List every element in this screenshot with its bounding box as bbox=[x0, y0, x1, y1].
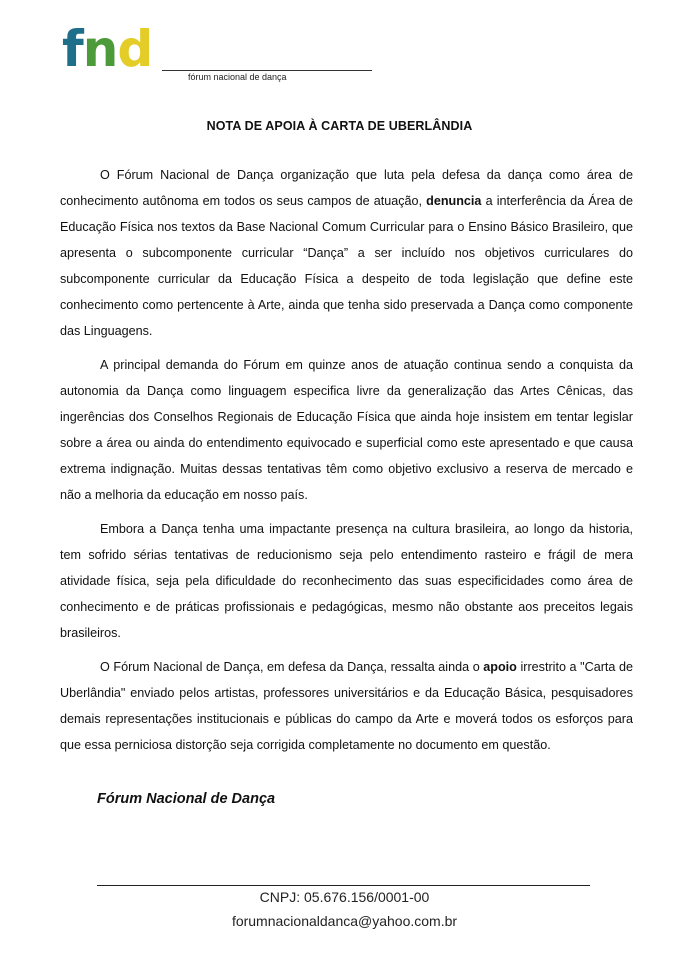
document-title: NOTA DE APOIA À CARTA DE UBERLÂNDIA bbox=[206, 119, 473, 133]
paragraph-1-text-start: O Fórum Nacional de Dança organização que luta pela defesa da dança como área de conhecimento autônoma em todos os seus campos de atuação, bbox=[60, 168, 633, 208]
document-body bbox=[60, 162, 633, 766]
logo-letter-f: f bbox=[62, 20, 83, 78]
paragraph-4 bbox=[60, 654, 633, 758]
logo-letter-n: n bbox=[82, 20, 118, 78]
paragraph-2: A principal demanda do Fórum em quinze anos de atuação continua sendo a conquista da autonomia da Dança como linguagem especifica livre da generalização das Artes Cênicas, das ingerências dos Conselhos Regionais de Educação Física que ainda hoje insistem em tentar legislar sobre a área ou ainda do entendimento equivocado e superficial como este apresentado e que causa extrema indignação. Muitas dessas tentativas têm como objetivo exclusivo a reserva de mercado e não a melhoria da educação em nosso país. bbox=[60, 358, 633, 502]
paragraph-1-text-end: a interferência da Área de Educação Física nos textos da Base Nacional Comum Curricular para o Ensino Básico Brasileiro, que apresenta o subcomponente curricular “Dança” a ser incluído nos objetivos curriculares do subcomponente curricular da Educação Física a despeito de toda legislação que define este conhecimento como pertencente à Arte, ainda que tenha sido preservada a Dança como componente das Linguagens. bbox=[60, 194, 633, 338]
fnd-logo bbox=[62, 20, 287, 82]
footer-cnpj: CNPJ: 05.676.156/0001-00 bbox=[259, 889, 430, 905]
signature: Fórum Nacional de Dança bbox=[97, 791, 276, 807]
footer-divider bbox=[97, 885, 590, 886]
paragraph-1-bold-word: denuncia bbox=[426, 194, 482, 208]
paragraph-4-bold-word: apoio bbox=[483, 660, 517, 674]
logo-letter-d: d bbox=[117, 20, 153, 78]
paragraph-4-text-start: O Fórum Nacional de Dança, em defesa da Dança, ressalta ainda o bbox=[100, 660, 484, 674]
logo-underline bbox=[162, 70, 372, 71]
paragraph-3: Embora a Dança tenha uma impactante presença na cultura brasileira, ao longo da historia, tem sofrido sérias tentativas de reducionismo seja pelo entendimento rasteiro e frágil de mera atividade física, seja pela dificuldade do reconhecimento das suas especificidades como área de conhecimento e de práticas profissionais e pedagógicas, mesmo não obstante aos preceitos legais brasileiros. bbox=[60, 522, 633, 640]
logo-subtitle: fórum nacional de dança bbox=[188, 72, 287, 82]
logo-letters bbox=[62, 20, 153, 78]
footer-email: forumnacionaldanca@yahoo.com.br bbox=[231, 913, 458, 929]
paragraph-4-text-end: irrestrito a "Carta de Uberlândia" enviado pelos artistas, professores universitários e da Educação Básica, pesquisadores demais representações institucionais e públicas do campo da Arte e moverá todos os esforços para que essa perniciosa distorção seja corrigida completamente no documento em questão. bbox=[60, 660, 634, 752]
paragraph-1 bbox=[60, 162, 633, 344]
